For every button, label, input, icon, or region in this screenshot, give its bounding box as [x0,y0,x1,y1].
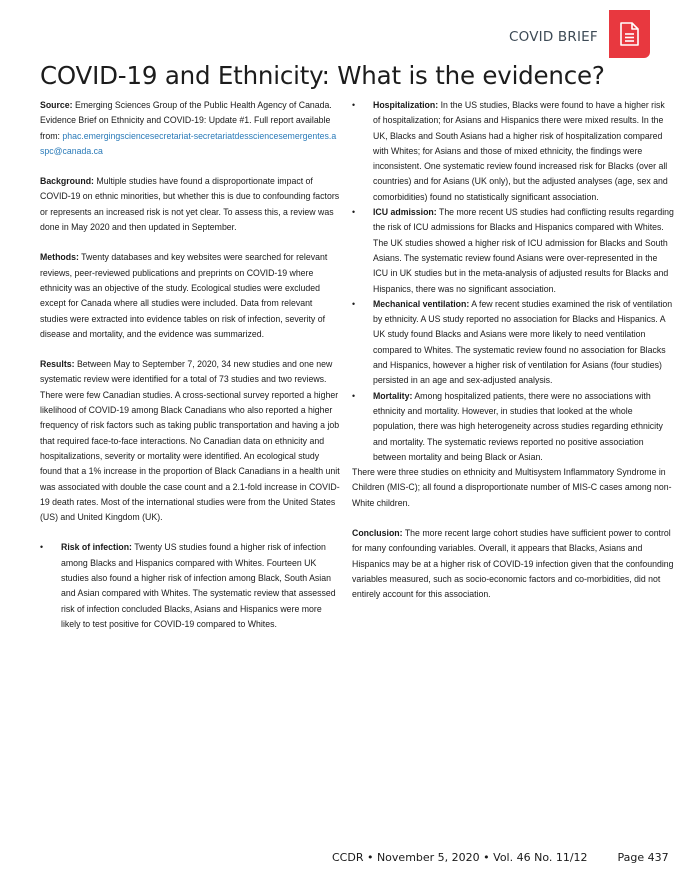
conclusion-text: The more recent large cohort studies have sufficient power to control for many confounding variables. Overall, it appears that Blacks, Asians and Hispanics may be at a higher risk of COVID-19 infection given that the confounding variables measured, such as socio-economic factors and co-morbidities, did not entirely account for this association. [352,528,674,600]
left-bullet-list [40,540,340,632]
bullet-label: Mechanical ventilation: [373,298,470,309]
results-label: Results: [40,359,75,370]
conclusion-paragraph [352,526,674,602]
bullet-icon: • [40,542,44,553]
background-label: Background: [40,176,94,187]
source-link[interactable]: phac.emergingsciencesecretariat-secretariatdessciencesemergentes.aspc@canada.ca [40,130,337,156]
source-label: Source: [40,100,73,110]
bullet-label: Risk of infection: [61,542,132,553]
bullet-icon: • [352,390,356,401]
bullet-icon: • [352,298,356,309]
right-bullet-list [352,98,674,465]
source-paragraph [40,98,340,159]
results-text: Between May to September 7, 2020, 34 new studies and one new systematic review were identified for a total of 73 studies and two reviews. There were few Canadian studies. A cross-sectional survey reported a higher likelihood of COVID-19 among Black Canadians who also reported a higher frequency of risk factors such as taking public transportation and having a job that required face-to-face interactions. No Canadian data on ethnicity and hospitalizations, severity or mortality were identified. An ecological study found that a 1% increase in the proportion of Black Canadians in a health unit was associated with double the case count and a 2.1-fold increase in COVID-19 death rates. Most of the international studies were from the United States (US) and United Kingdom (UK). [40,359,340,523]
bullet-label: Mortality: [373,390,413,401]
footer-citation: CCDR • November 5, 2020 • Vol. 46 No. 11/12 [332,851,588,864]
document-icon [609,10,650,58]
methods-paragraph [40,250,340,342]
bullet-label: Hospitalization: [373,100,439,110]
bullet-icon: • [352,207,356,218]
right-column [352,98,674,618]
bullet-text: A few recent studies examined the risk of ventilation by ethnicity. A US study reported no association for Blacks and Hispanics. A UK study found Blacks and Asians were more likely to need ventilation compared to Whites. The systematic review found no association for Blacks and Hispanics, however a higher risk of ventilation for Asians (four studies) persisted in an age and sex-adjusted analysis. [373,298,673,386]
mis-c-paragraph: There were three studies on ethnicity and Multisystem Inflammatory Syndrome in Children (MIS-C); all found a disproportionate number of MIS-C cases among non-White children. [352,467,672,508]
background-paragraph [40,174,340,235]
bullet-hospitalization [352,98,674,205]
bullet-text: In the US studies, Blacks were found to have a higher risk of hospitalization; for Asians and Hispanics there were mixed results. In the UK, Blacks and South Asians had a higher risk of hospitalization compared with Whites; for Asians and those of mixed ethnicity, the findings were inconsistent. One systematic review found increased risk for Blacks (over all countries) and for Asians (UK only), but the adjusted analyses (age, sex and comorbidities) found no statistically significant association. [373,100,668,202]
methods-text: Twenty databases and key websites were searched for relevant reviews, peer-reviewed publications and preprints on COVID-19 where ethnicity was an objective of the study. Ecological studies were excluded except for Canada where all studies were included. Data from relevant studies were extracted into evidence tables on risk of infection, severity of disease and mortality, and the evidence was summarized. [40,252,328,339]
header-label: COVID BRIEF [509,29,598,45]
background-text: Multiple studies have found a disproportionate impact of COVID-19 on ethnic minorities, but whether this is due to confounding factors or represents an increased risk is not yet clear. To assess this, a review was done in May 2020 and then updated in September. [40,176,340,233]
bullet-mortality [352,389,674,465]
bullet-mechanical-ventilation [352,297,674,389]
conclusion-label: Conclusion: [352,528,403,539]
page-number: Page 437 [617,851,669,864]
left-column [40,98,340,632]
bullet-icu-admission [352,205,674,297]
bullet-text: Among hospitalized patients, there were no associations with ethnicity and mortality. However, in studies that looked at the whole population, there was high heterogeneity across studies regarding ethnicity and mortality. The systematic reviews reported no positive association between mortality and being Black or Asian. [373,390,663,462]
bullet-risk-of-infection [40,540,340,632]
bullet-label: ICU admission: [373,207,437,218]
footer [332,851,669,864]
methods-label: Methods: [40,252,79,263]
source-text: Emerging Sciences Group of the Public Health Agency of Canada. Evidence Brief on Ethnicity and COVID-19: Update #1. Full report available from: [40,100,332,141]
document-glyph-icon [620,22,639,46]
bullet-icon: • [352,100,356,110]
bullet-text: Twenty US studies found a higher risk of infection among Blacks and Hispanics compared with Whites. Fourteen UK studies also found a higher risk of infection among Black, South Asian and Asian compared with Whites. The systematic review that assessed risk of infection concluded Blacks, Asians and Hispanics were more likely to test positive for COVID-19 compared to Whites. [61,542,336,629]
bullet-text: The more recent US studies had conflicting results regarding the risk of ICU admissions for Blacks and Hispanics compared with Whites. The UK studies showed a higher risk of ICU admission for Blacks and South Asians. The systematic review found Asians were over-represented in the ICU in UK studies but in the meta-analysis of adjusted results for Blacks and Hispanics, there was no significant association. [373,207,674,294]
page-title: COVID-19 and Ethnicity: What is the evidence? [40,61,605,90]
results-paragraph [40,357,340,525]
